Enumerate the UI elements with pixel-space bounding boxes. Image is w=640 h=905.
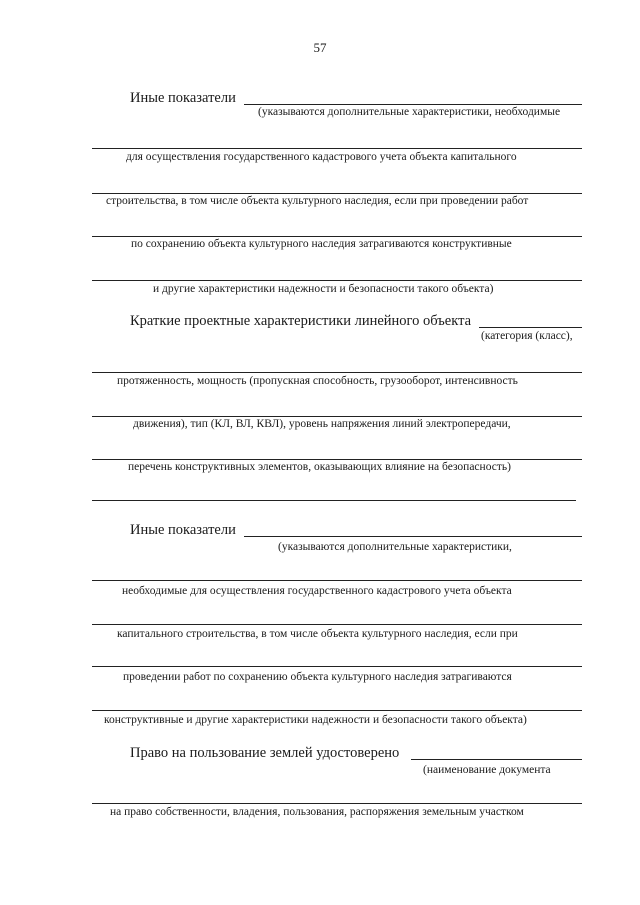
section3-caption-4: проведении работ по сохранению объекта культурного наследия затрагиваются bbox=[123, 671, 512, 683]
section4-label: Право на пользование землей удостоверено bbox=[130, 745, 400, 761]
section4-fill-line bbox=[411, 759, 582, 760]
section1-caption-5: и другие характеристики надежности и безопасности такого объекта) bbox=[153, 283, 494, 295]
section2-rule-4 bbox=[92, 500, 576, 501]
section2-fill-line bbox=[479, 327, 582, 328]
section2-rule-3 bbox=[92, 459, 582, 460]
section2-caption-1: (категория (класс), bbox=[481, 330, 573, 342]
section2-rule-2 bbox=[92, 416, 582, 417]
section1-label: Иные показатели bbox=[130, 90, 236, 106]
section2-rule-1 bbox=[92, 372, 582, 373]
section1-caption-1: (указываются дополнительные характеристики, необходимые bbox=[258, 106, 561, 118]
section2-label: Краткие проектные характеристики линейного объекта bbox=[130, 313, 472, 329]
section3-label: Иные показатели bbox=[130, 522, 236, 538]
section3-rule-4 bbox=[92, 710, 582, 711]
section3-rule-3 bbox=[92, 666, 582, 667]
section4-caption-1: (наименование документа bbox=[423, 764, 551, 776]
section1-rule-4 bbox=[92, 280, 582, 281]
section2-caption-2: протяженность, мощность (пропускная способность, грузооборот, интенсивность bbox=[117, 375, 518, 387]
section1-caption-3: строительства, в том числе объекта культурного наследия, если при проведении работ bbox=[106, 195, 529, 207]
section3-caption-2: необходимые для осуществления государственного кадастрового учета объекта bbox=[122, 585, 512, 597]
section1-rule-1 bbox=[92, 148, 582, 149]
section1-rule-2 bbox=[92, 193, 582, 194]
section4-rule-1 bbox=[92, 803, 582, 804]
section1-rule-3 bbox=[92, 236, 582, 237]
section2-caption-3: движения), тип (КЛ, ВЛ, КВЛ), уровень напряжения линий электропередачи, bbox=[133, 418, 511, 430]
page-number: 57 bbox=[313, 40, 327, 55]
section4-caption-2: на право собственности, владения, пользования, распоряжения земельным участком bbox=[110, 806, 524, 818]
section3-caption-3: капитального строительства, в том числе объекта культурного наследия, если при bbox=[117, 628, 518, 640]
section3-caption-5: конструктивные и другие характеристики надежности и безопасности такого объекта) bbox=[104, 714, 527, 726]
section2-caption-4: перечень конструктивных элементов, оказывающих влияние на безопасность) bbox=[128, 461, 511, 473]
section3-rule-2 bbox=[92, 624, 582, 625]
section1-caption-4: по сохранению объекта культурного наследия затрагиваются конструктивные bbox=[131, 238, 512, 250]
section3-caption-1: (указываются дополнительные характеристики, bbox=[278, 541, 512, 553]
section1-fill-line bbox=[244, 104, 582, 105]
section3-rule-1 bbox=[92, 580, 582, 581]
section3-fill-line bbox=[244, 536, 582, 537]
section1-caption-2: для осуществления государственного кадастрового учета объекта капитального bbox=[126, 151, 517, 163]
